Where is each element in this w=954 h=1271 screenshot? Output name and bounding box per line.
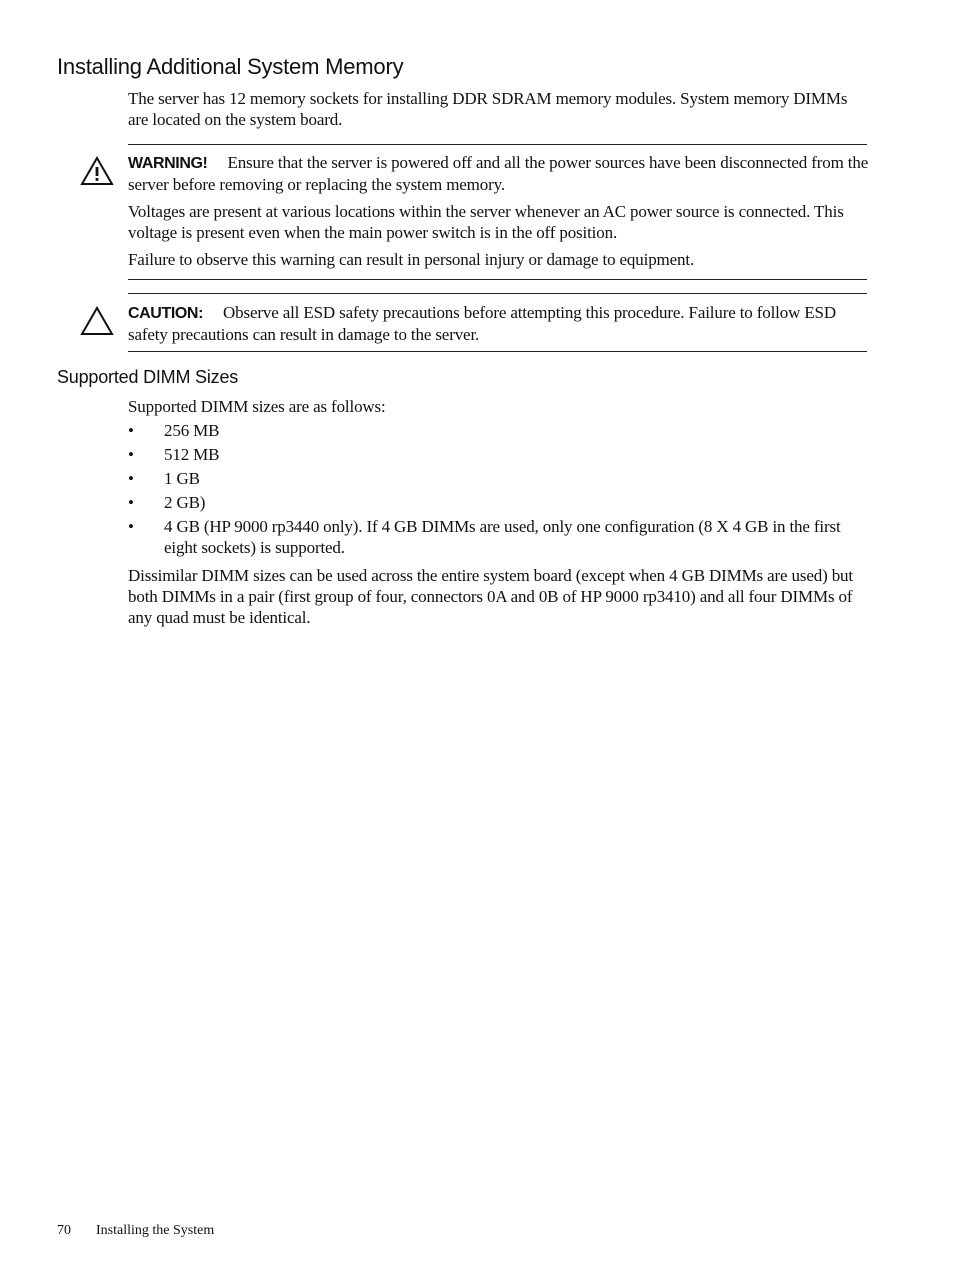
- list-item: [128, 444, 870, 465]
- list-item-text: 1 GB: [164, 469, 200, 488]
- list-item: [128, 468, 870, 489]
- warning-failure-paragraph: Failure to observe this warning can result in personal injury or damage to equipment.: [128, 250, 695, 269]
- warning-triangle-exclamation-icon: [80, 156, 114, 186]
- list-item-text: 2 GB): [164, 493, 206, 512]
- warning-voltage-paragraph: Voltages are present at various locations within the server whenever an AC power source is connected. This voltage is present even when the main power switch is in the off position.: [128, 202, 844, 242]
- warning-top-rule: [128, 144, 867, 145]
- caution-label: CAUTION:: [128, 305, 204, 322]
- footer-section-title: Installing the System: [96, 1223, 215, 1238]
- bullet-icon: •: [128, 493, 134, 512]
- warning-bottom-rule: [128, 279, 867, 280]
- bullet-icon: •: [128, 445, 134, 464]
- dissimilar-paragraph: Dissimilar DIMM sizes can be used across the entire system board (except when 4 GB DIMMs are used) but both DIMMs in a pair (first group of four, connectors 0A and 0B of HP 9000 rp3410) and all four DIMMs of any quad must be identical.: [128, 566, 853, 627]
- bullet-icon: •: [128, 421, 134, 440]
- caution-paragraph: [128, 302, 870, 345]
- intro-paragraph: The server has 12 memory sockets for installing DDR SDRAM memory modules. System memory DIMMs are located on the system board.: [128, 89, 848, 129]
- list-item-text: 256 MB: [164, 421, 220, 440]
- bullet-icon: •: [128, 517, 134, 536]
- subsection-heading: Supported DIMM Sizes: [57, 367, 239, 387]
- section-heading: Installing Additional System Memory: [57, 54, 404, 79]
- caution-top-rule: [128, 293, 867, 294]
- caution-bottom-rule: [128, 351, 867, 352]
- warning-label: WARNING!: [128, 155, 208, 172]
- caution-text: Observe all ESD safety precautions before attempting this procedure. Failure to follow ESD safety precautions can result in damage to the server.: [128, 303, 836, 344]
- list-item: [128, 516, 870, 558]
- sizes-intro: Supported DIMM sizes are as follows:: [128, 397, 386, 416]
- list-item-text: 4 GB (HP 9000 rp3440 only). If 4 GB DIMMs are used, only one configuration (8 X 4 GB in the first eight sockets) is supported.: [164, 517, 841, 557]
- caution-triangle-icon: [80, 306, 114, 336]
- list-item: [128, 420, 870, 441]
- warning-paragraph: [128, 152, 870, 195]
- warning-text: Ensure that the server is powered off and all the power sources have been disconnected from the server before removing or replacing the system memory.: [128, 153, 869, 194]
- list-item: [128, 492, 870, 513]
- bullet-icon: •: [128, 469, 134, 488]
- page-number: 70: [57, 1223, 71, 1238]
- list-item-text: 512 MB: [164, 445, 220, 464]
- dimm-sizes-list: [128, 420, 870, 561]
